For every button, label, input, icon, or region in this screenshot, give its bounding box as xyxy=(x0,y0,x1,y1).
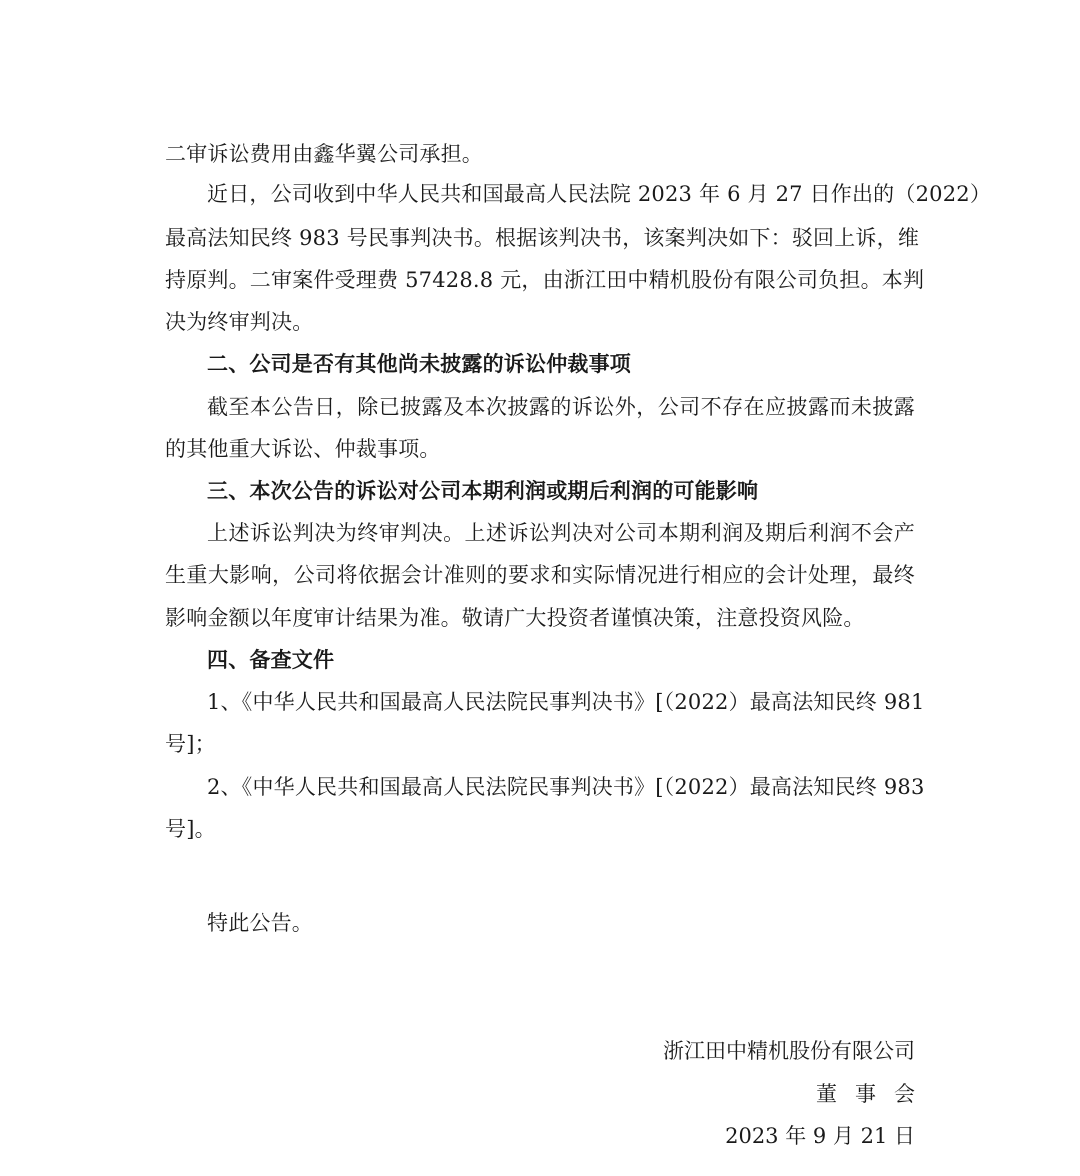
paragraph-line: 持原判。二审案件受理费 57428.8 元，由浙江田中精机股份有限公司负担。本判 xyxy=(165,268,925,292)
paragraph-line: 截至本公告日，除已披露及本次披露的诉讼外，公司不存在应披露而未披露 xyxy=(207,395,915,419)
signature-board-text: 董事会 xyxy=(816,1082,933,1106)
paragraph-line: 决为终审判决。 xyxy=(165,310,314,334)
paragraph-line: 二审诉讼费用由鑫华翼公司承担。 xyxy=(165,142,483,166)
closing-remark: 特此公告。 xyxy=(207,911,313,935)
signature-board xyxy=(816,1080,933,1108)
signature-date: 2023 年 9 月 21 日 xyxy=(725,1124,915,1148)
paragraph-line: 近日，公司收到中华人民共和国最高人民法院 2023 年 6 月 27 日作出的（2022） xyxy=(207,182,992,206)
reference-item-1-cont: 号]； xyxy=(165,732,216,756)
paragraph-line: 的其他重大诉讼、仲裁事项。 xyxy=(165,437,441,461)
paragraph-line: 上述诉讼判决为终审判决。上述诉讼判决对公司本期利润及期后利润不会产 xyxy=(207,521,915,545)
paragraph-line: 影响金额以年度审计结果为准。敬请广大投资者谨慎决策，注意投资风险。 xyxy=(165,606,865,630)
reference-item-1: 1、《中华人民共和国最高人民法院民事判决书》[（2022）最高法知民终 981 xyxy=(207,690,925,714)
section-heading-3: 三、本次公告的诉讼对公司本期利润或期后利润的可能影响 xyxy=(207,478,759,503)
paragraph-line: 最高法知民终 983 号民事判决书。根据该判决书，该案判决如下：驳回上诉，维 xyxy=(165,226,920,250)
signature-company: 浙江田中精机股份有限公司 xyxy=(663,1039,915,1063)
reference-item-2-cont: 号]。 xyxy=(165,817,216,841)
section-heading-2: 二、公司是否有其他尚未披露的诉讼仲裁事项 xyxy=(207,351,631,376)
reference-item-2: 2、《中华人民共和国最高人民法院民事判决书》[（2022）最高法知民终 983 xyxy=(207,775,925,799)
section-heading-4: 四、备查文件 xyxy=(207,647,335,672)
paragraph-line: 生重大影响，公司将依据会计准则的要求和实际情况进行相应的会计处理，最终 xyxy=(165,563,915,587)
